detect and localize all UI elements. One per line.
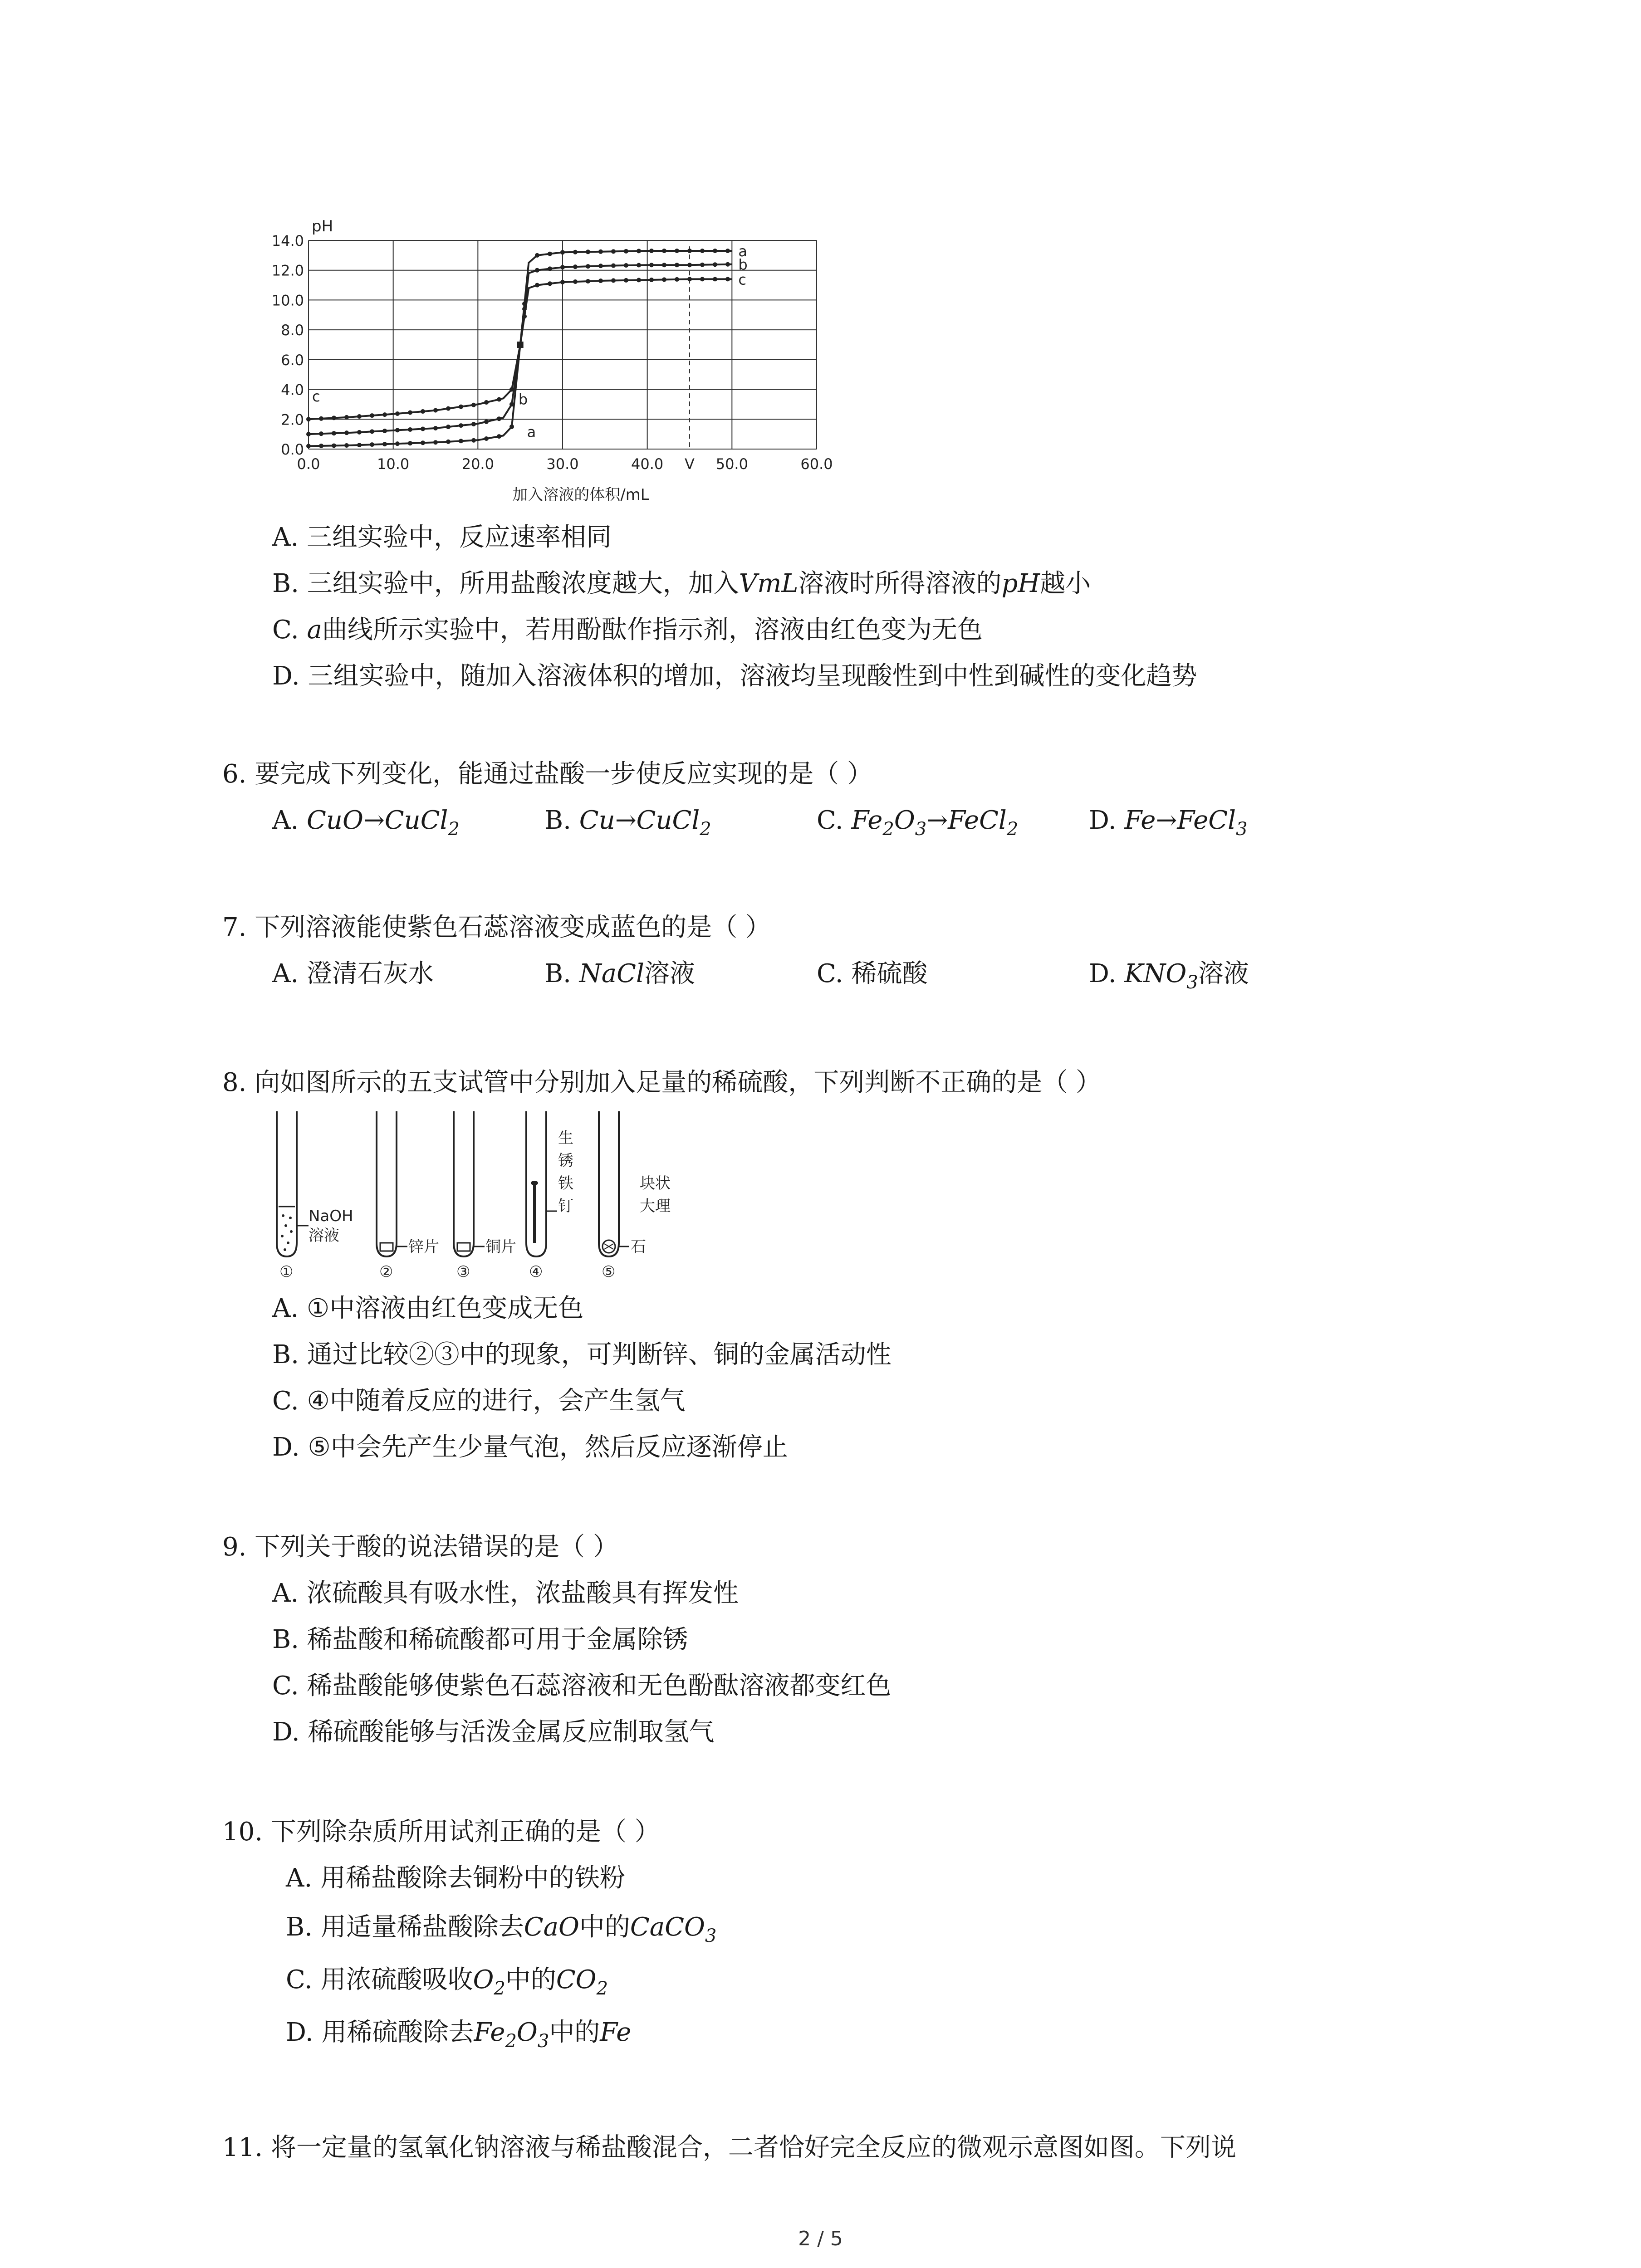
- series-point-b: [700, 263, 705, 267]
- q5-option-d[interactable]: D. 三组实验中，随加入溶液体积的增加，溶液均呈现酸性到中性到碱性的变化趋势: [272, 661, 1197, 691]
- q5-c-label: C.: [272, 615, 307, 645]
- q9-option-b[interactable]: B. 稀盐酸和稀硫酸都可用于金属除锈: [272, 1625, 688, 1654]
- series-point-a: [332, 443, 336, 448]
- series-point-b: [344, 430, 349, 435]
- y-tick-label: 2.0: [281, 411, 304, 429]
- series-point-b: [611, 264, 616, 268]
- q7-option-b[interactable]: [544, 958, 695, 990]
- q10-option-a[interactable]: A. 用稀盐酸除去铜粉中的铁粉: [286, 1863, 626, 1893]
- q10-option-c[interactable]: [286, 1964, 608, 2004]
- series-point-b: [306, 432, 311, 436]
- x-tick-label: 10.0: [377, 455, 410, 473]
- chart-series: [306, 243, 748, 448]
- series-point-a: [421, 440, 425, 445]
- series-point-c: [598, 279, 603, 283]
- q6-b-f1: Cu: [579, 806, 615, 835]
- series-point-a: [459, 439, 463, 443]
- q10-b-sub: 3: [705, 1926, 717, 1946]
- series-point-a: [725, 249, 730, 253]
- series-point-b: [382, 429, 387, 433]
- series-point-a: [535, 253, 539, 258]
- q7-option-a[interactable]: A. 澄清石灰水: [272, 959, 434, 988]
- series-point-c: [573, 279, 578, 284]
- equivalence-point: [517, 342, 524, 348]
- x-tick-label: V: [685, 455, 695, 473]
- series-point-b: [319, 431, 323, 436]
- series-point-c: [306, 417, 311, 421]
- curve-label-a: a: [738, 243, 747, 260]
- q7-d-formula: KNO: [1124, 959, 1187, 988]
- series-point-a: [446, 440, 451, 444]
- q7-option-d[interactable]: [1089, 958, 1249, 998]
- q6-stem: 6. 要完成下列变化，能通过盐酸一步使反应实现的是（ ）: [222, 759, 873, 789]
- series-point-b: [548, 266, 552, 271]
- series-point-a: [649, 249, 654, 253]
- series-point-c: [382, 412, 387, 417]
- tube4-label3: 铁: [558, 1174, 573, 1193]
- q10-c-text2: 中的: [505, 1965, 556, 1994]
- q10-b-text2: 中的: [579, 1912, 630, 1942]
- q6-d-f2: FeCl: [1177, 806, 1236, 835]
- tube4-label2: 锈: [558, 1152, 573, 1170]
- q10-stem: 10. 下列除杂质所用试剂正确的是（ ）: [222, 1817, 660, 1847]
- series-point-b: [471, 422, 476, 426]
- series-point-c: [319, 416, 323, 421]
- series-point-b: [649, 263, 654, 267]
- q6-b-f2: CuCl: [636, 806, 700, 835]
- q10-d-s1: 2: [505, 2031, 517, 2052]
- series-point-b: [560, 265, 565, 269]
- series-point-b: [370, 429, 374, 434]
- series-point-c: [484, 400, 489, 405]
- q11-stem: 11. 将一定量的氢氧化钠溶液与稀盐酸混合，二者恰好完全反应的微观示意图如图。下列说: [222, 2133, 1236, 2162]
- series-point-c: [408, 411, 412, 415]
- x-axis-label: 加入溶液的体积/mL: [512, 486, 649, 503]
- tube1-label2: 溶液: [309, 1227, 339, 1245]
- tube4-label1: 生: [558, 1129, 573, 1147]
- page-number: 2 / 5: [798, 2227, 843, 2250]
- tube3-label: 铜片: [485, 1238, 516, 1256]
- q10-d-f1b: O: [516, 2018, 538, 2047]
- q6-c-label: C.: [817, 806, 852, 835]
- series-point-b: [509, 402, 514, 406]
- q10-option-b[interactable]: [286, 1911, 716, 1952]
- q6-c-f2: FeCl: [948, 806, 1007, 835]
- q6-a-f1: CuO: [307, 806, 363, 835]
- series-point-a: [344, 443, 349, 448]
- curve-label-mid-b: b: [518, 391, 528, 408]
- q7-d-label: D.: [1089, 959, 1125, 988]
- series-point-a: [560, 250, 565, 254]
- series-point-a: [471, 438, 476, 443]
- series-point-c: [624, 278, 628, 283]
- q6-c-s2: 3: [915, 819, 927, 840]
- zinc-strip: [380, 1243, 393, 1251]
- series-point-b: [598, 264, 603, 268]
- series-point-c: [471, 403, 476, 407]
- q6-d-sub: 3: [1236, 819, 1248, 840]
- q10-d-text1: D. 用稀硫酸除去: [286, 2018, 474, 2047]
- series-point-c: [560, 280, 565, 284]
- q10-b-f2: CaCO: [630, 1912, 705, 1942]
- series-point-c: [535, 283, 539, 288]
- tube5-label2: 大理: [640, 1197, 671, 1215]
- q6-d-label: D.: [1089, 806, 1125, 835]
- q7-b-formula: NaCl: [579, 959, 644, 988]
- series-point-c: [725, 277, 730, 281]
- q8-stem: 8. 向如图所示的五支试管中分别加入足量的稀硫酸，下列判断不正确的是（ ）: [222, 1068, 1102, 1097]
- q6-option-a[interactable]: [272, 805, 460, 845]
- q6-b-sub: 2: [700, 819, 711, 840]
- tube1-label: NaOH: [309, 1207, 353, 1225]
- q7-b-label: B.: [544, 959, 579, 988]
- curve-label-left-c: c: [312, 387, 320, 405]
- q10-d-f1a: Fe: [474, 2018, 505, 2047]
- series-point-a: [306, 444, 311, 448]
- q10-c-text1: C. 用浓硫酸吸收: [286, 1965, 473, 1994]
- curve-label-c: c: [738, 271, 746, 288]
- series-point-a: [497, 434, 501, 439]
- q7-d-sub: 3: [1186, 972, 1198, 993]
- x-tick-label: 0.0: [297, 455, 320, 473]
- q5-option-a[interactable]: A. 三组实验中，反应速率相同: [272, 523, 612, 552]
- series-point-b: [484, 420, 489, 424]
- q5-b-text3: 越小: [1040, 569, 1091, 598]
- series-point-c: [687, 277, 692, 281]
- series-point-a: [319, 444, 323, 448]
- series-point-c: [344, 415, 349, 420]
- q6-d-f1: Fe: [1124, 806, 1156, 835]
- series-point-a: [408, 441, 412, 445]
- series-point-b: [357, 430, 362, 435]
- series-point-a: [357, 443, 362, 447]
- series-point-c: [522, 314, 527, 319]
- ph-titration-chart: [263, 213, 853, 503]
- q6-c-f1b: O: [894, 806, 915, 835]
- series-point-c: [509, 387, 514, 392]
- series-point-a: [675, 249, 679, 253]
- q8-option-d[interactable]: D. ⑤中会先产生少量气泡，然后反应逐渐停止: [272, 1432, 788, 1462]
- series-point-c: [586, 279, 590, 284]
- q5-option-b[interactable]: [272, 568, 1091, 600]
- series-point-a: [662, 249, 666, 253]
- tube2-number: ②: [379, 1263, 393, 1279]
- q6-option-b[interactable]: [544, 805, 711, 845]
- tube2-label: 锌片: [408, 1238, 439, 1256]
- series-point-a: [509, 425, 514, 429]
- copper-strip: [457, 1243, 470, 1251]
- y-tick-label: 12.0: [271, 262, 304, 279]
- y-tick-label: 8.0: [281, 322, 304, 339]
- series-point-b: [573, 264, 578, 269]
- x-tick-label: 50.0: [715, 455, 748, 473]
- series-point-a: [598, 249, 603, 254]
- arrow-icon: →: [1156, 806, 1177, 835]
- q5-b-text1: B. 三组实验中，所用盐酸浓度越大，加入: [272, 569, 739, 598]
- series-point-a: [382, 442, 387, 446]
- series-point-b: [535, 268, 539, 273]
- y-tick-label: 14.0: [271, 232, 304, 249]
- q10-d-text2: 中的: [549, 2018, 600, 2047]
- q10-option-d[interactable]: [286, 2017, 631, 2057]
- series-point-c: [446, 406, 451, 411]
- q9-stem: 9. 下列关于酸的说法错误的是（ ）: [222, 1532, 619, 1562]
- x-tick-label: 40.0: [631, 455, 664, 473]
- x-tick-label: 30.0: [546, 455, 579, 473]
- tube5-number: ⑤: [602, 1263, 616, 1279]
- tube5-label1: 块状: [640, 1174, 671, 1193]
- q10-c-f1: O: [473, 1965, 494, 1994]
- y-tick-label: 6.0: [281, 351, 304, 369]
- series-point-c: [662, 277, 666, 282]
- y-tick-label: 4.0: [281, 381, 304, 399]
- q10-b-f1: CaO: [524, 1912, 579, 1942]
- y-tick-label: 10.0: [271, 292, 304, 309]
- series-point-c: [433, 408, 438, 413]
- q6-c-s1: 2: [882, 819, 894, 840]
- arrow-icon: →: [926, 806, 948, 835]
- series-point-a: [611, 249, 616, 254]
- series-point-b: [687, 263, 692, 267]
- series-point-a: [624, 249, 628, 254]
- q10-c-f2: CO: [556, 1965, 597, 1994]
- x-tick-label: 20.0: [461, 455, 494, 473]
- series-point-c: [548, 281, 552, 286]
- q9-option-d[interactable]: D. 稀硫酸能够与活泼金属反应制取氢气: [272, 1717, 715, 1747]
- q5-c-var: a: [307, 615, 322, 645]
- q6-c-s3: 2: [1006, 819, 1019, 840]
- series-point-c: [649, 278, 654, 282]
- q6-c-f1a: Fe: [851, 806, 883, 835]
- series-point-a: [586, 249, 590, 254]
- q10-d-f2: Fe: [600, 2018, 632, 2047]
- q6-a-label: A.: [272, 806, 307, 835]
- tube5-label3: 石: [631, 1238, 646, 1256]
- series-point-a: [548, 252, 552, 256]
- arrow-icon: →: [363, 806, 385, 835]
- series-point-a: [433, 440, 438, 445]
- series-point-c: [675, 277, 679, 282]
- series-point-b: [497, 416, 501, 421]
- series-point-a: [713, 249, 717, 253]
- series-point-c: [497, 397, 501, 401]
- q5-b-text2: 溶液时所得溶液的: [798, 569, 1002, 598]
- series-point-c: [637, 278, 641, 282]
- q8-option-a[interactable]: A. ①中溶液由红色变成无色: [272, 1294, 584, 1323]
- series-point-c: [713, 277, 717, 281]
- q7-b-text: 溶液: [644, 959, 695, 988]
- series-point-c: [459, 405, 463, 409]
- series-point-b: [586, 264, 590, 269]
- q9-option-a[interactable]: A. 浓硫酸具有吸水性，浓盐酸具有挥发性: [272, 1579, 739, 1608]
- q5-option-c[interactable]: [272, 614, 983, 646]
- q6-option-c[interactable]: [817, 805, 1018, 845]
- series-point-b: [713, 262, 717, 267]
- tube3-number: ③: [456, 1263, 470, 1279]
- q5-c-text: 曲线所示实验中，若用酚酞作指示剂，溶液由红色变为无色: [322, 615, 983, 645]
- q8-option-b[interactable]: B. 通过比较②③中的现象，可判断锌、铜的金属活动性: [272, 1340, 892, 1369]
- series-point-b: [662, 263, 666, 267]
- q6-a-f2: CuCl: [384, 806, 448, 835]
- q10-c-s1: 2: [494, 1978, 505, 1999]
- tube4-number: ④: [529, 1263, 543, 1279]
- q5-b-var: VmL: [739, 569, 798, 598]
- series-point-a: [484, 436, 489, 441]
- series-point-b: [725, 262, 730, 267]
- q10-b-text1: B. 用适量稀盐酸除去: [286, 1912, 524, 1942]
- q8-option-c[interactable]: C. ④中随着反应的进行，会产生氢气: [272, 1386, 686, 1416]
- q6-a-sub: 2: [448, 819, 460, 840]
- series-point-a: [637, 249, 641, 253]
- curve-label-b: b: [738, 256, 748, 274]
- tube4-label4: 钉: [558, 1197, 573, 1215]
- series-point-a: [687, 249, 692, 253]
- series-point-c: [332, 415, 336, 420]
- q10-c-s2: 2: [596, 1978, 608, 1999]
- series-point-c: [611, 278, 616, 283]
- x-tick-label: 60.0: [800, 455, 833, 473]
- q7-stem: 7. 下列溶液能使紫色石蕊溶液变成蓝色的是（ ）: [222, 913, 771, 942]
- series-point-b: [624, 263, 628, 268]
- series-point-b: [433, 426, 438, 430]
- series-point-b: [395, 428, 400, 432]
- q6-option-d[interactable]: [1089, 805, 1248, 845]
- tube1-number: ①: [279, 1263, 294, 1279]
- series-point-c: [421, 409, 425, 414]
- series-point-b: [446, 425, 451, 429]
- q7-d-text: 溶液: [1198, 959, 1249, 988]
- series-point-c: [700, 277, 705, 281]
- series-point-c: [357, 414, 362, 419]
- series-point-b: [408, 427, 412, 432]
- tube-5: [599, 1111, 619, 1256]
- tube-2: [377, 1111, 397, 1256]
- arrow-icon: →: [615, 806, 637, 835]
- test-tubes-diagram: [263, 1107, 717, 1279]
- q9-option-c[interactable]: C. 稀盐酸能够使紫色石蕊溶液和无色酚酞溶液都变红色: [272, 1671, 892, 1701]
- series-point-a: [573, 250, 578, 254]
- y-axis-label: pH: [312, 217, 333, 235]
- q10-d-s2: 3: [537, 2031, 549, 2052]
- y-tick-label: 0.0: [281, 441, 304, 458]
- series-point-a: [370, 442, 374, 447]
- q6-b-label: B.: [544, 806, 579, 835]
- series-point-b: [675, 263, 679, 267]
- series-point-a: [395, 441, 400, 446]
- tube-3: [454, 1111, 474, 1256]
- series-point-b: [637, 263, 641, 268]
- series-point-b: [459, 423, 463, 428]
- curve-label-mid-a: a: [527, 423, 536, 441]
- series-point-b: [332, 431, 336, 435]
- q5-b-var2: pH: [1001, 569, 1040, 598]
- series-point-c: [370, 413, 374, 418]
- series-point-b: [421, 426, 425, 431]
- series-point-c: [395, 411, 400, 416]
- tube-1: [277, 1111, 297, 1256]
- q7-option-c[interactable]: C. 稀硫酸: [817, 959, 928, 988]
- series-point-a: [700, 249, 705, 253]
